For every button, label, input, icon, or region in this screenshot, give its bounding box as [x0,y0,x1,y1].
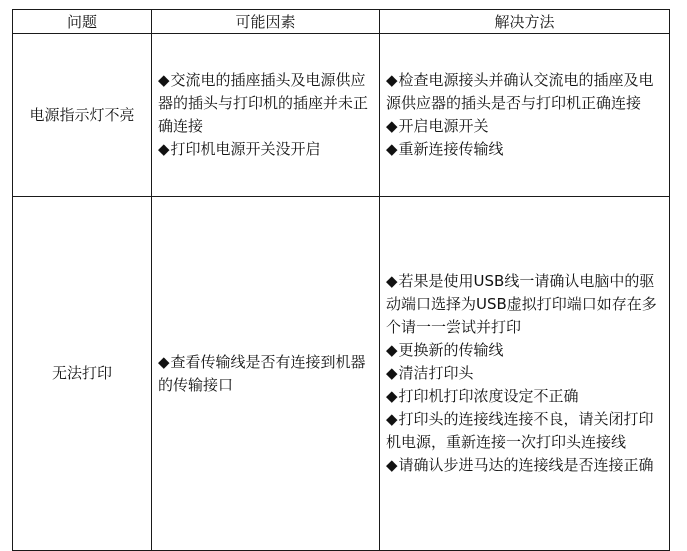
cause-cell [152,197,380,551]
problem-cell: 电源指示灯不亮 [13,34,152,197]
diamond-bullet-icon: ◆ [386,272,398,290]
list-item [386,408,663,454]
item-text: 查看传输线是否有连接到机器的传输接口 [158,352,366,394]
table-row [13,34,670,197]
cause-list [158,69,373,161]
list-item [386,385,663,408]
header-cause: 可能因素 [152,10,380,34]
fix-cell [380,34,670,197]
diamond-bullet-icon: ◆ [386,140,398,158]
diamond-bullet-icon: ◆ [386,364,398,382]
list-item [386,69,663,115]
problem-cell: 无法打印 [13,197,152,551]
item-text: 交流电的插座插头及电源供应器的插头与打印机的插座并未正确连接 [158,71,369,135]
diamond-bullet-icon: ◆ [158,140,170,158]
diamond-bullet-icon: ◆ [386,456,398,474]
list-item [158,69,373,138]
fix-cell [380,197,670,551]
diamond-bullet-icon: ◆ [158,71,170,89]
diamond-bullet-icon: ◆ [386,71,398,89]
fix-list [386,69,663,161]
item-text: 清洁打印头 [398,364,474,382]
header-problem: 问题 [13,10,152,34]
item-text: 打印头的连接线连接不良，请关闭打印机电源，重新连接一次打印头连接线 [386,410,654,451]
list-item [386,454,663,477]
item-text: 打印机打印浓度设定不正确 [398,387,579,405]
table-row [13,197,670,551]
item-text: 更换新的传输线 [398,341,504,359]
diamond-bullet-icon: ◆ [386,341,398,359]
list-item [386,339,663,362]
list-item [158,351,373,397]
list-item [386,115,663,138]
header-fix: 解决方法 [380,10,670,34]
item-text: 请确认步进马达的连接线是否连接正确 [398,456,654,474]
list-item [386,270,663,339]
item-text: 开启电源开关 [398,117,489,135]
diamond-bullet-icon: ◆ [386,117,398,135]
table-header-row [13,10,670,34]
item-text: 重新连接传输线 [398,140,504,158]
list-item [386,138,663,161]
diamond-bullet-icon: ◆ [386,410,398,428]
cause-list [158,351,373,397]
fix-list [386,270,663,477]
troubleshooting-table [12,9,670,551]
item-text: 若果是使用USB线一请确认电脑中的驱动端口选择为USB虚拟打印端口如存在多个请一一尝试并打印 [386,272,657,336]
diamond-bullet-icon: ◆ [158,352,170,371]
list-item [158,138,373,161]
item-text: 打印机电源开关没开启 [170,140,321,158]
cause-cell [152,34,380,197]
diamond-bullet-icon: ◆ [386,387,398,405]
list-item [386,362,663,385]
item-text: 检查电源接头并确认交流电的插座及电源供应器的插头是否与打印机正确连接 [386,71,654,112]
